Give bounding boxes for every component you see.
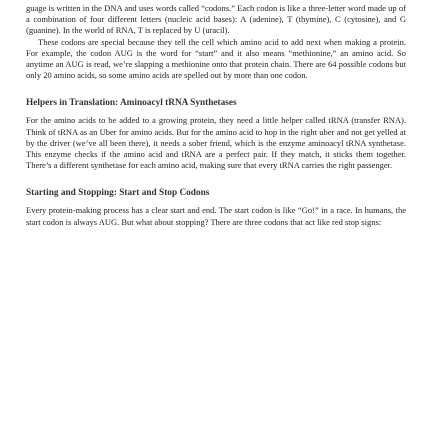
paragraph-codons-intro: guage is written in the DNA and uses words called “codons.” Each codon is like a three-letter word made up of a combination of four different letters (nucleic acid bases): A (adenine), T (thymine), C (cytosine), and G (guanine). In the world of RNA, T is replaced by U (uracil). (26, 3, 406, 36)
paragraph-trna-helpers: For the amino acids to be added to a growing protein, they need a little helper called tRNA (transfer RNA). Think of tRNA as an Uber for amino acids. But for the amino acid to hop in the right uber and not get yelled at by the driver (we’ve all been there), it needs a sober friend, which is the enzyme aminoacyl tRNA synthetase. This enzyme checks if the amino acid and tRNA are a perfect pair. If they match, it sticks them together. There’s a different synthetase for each amino acid, making sure that every tRNA carries the right passenger. (26, 115, 406, 171)
page-bottom-cutoff (26, 426, 406, 432)
heading-helpers-bold-part: Helpers in Translation (26, 98, 116, 109)
heading-helpers-in-translation (26, 97, 406, 109)
heading-start-stop-codons: Starting and Stopping: Start and Stop Codons (26, 188, 210, 199)
heading-helpers-rest-part: : Aminoacyl tRNA Synthetases (115, 98, 237, 109)
paragraph-start-stop: Every protein-making process has a clear start and end. The start codon is like “Go!” in a race. In humans, the start codon is always AUG. But what about stopping? There are three codons that act like red stop signs: (26, 205, 406, 227)
paragraph-codons-special: These codons are special because they tell the cell which amino acid to add next when making a protein. For example, the codon AUG is the word for “start” and it also means “methionine,” an amino acid. So anytime an AUG is read, we’re slapping a methionine onto that protein chain. There are 64 possible codons but only 20 amino acids, so some amino acids are spelled out by more than one codon. (26, 36, 406, 81)
